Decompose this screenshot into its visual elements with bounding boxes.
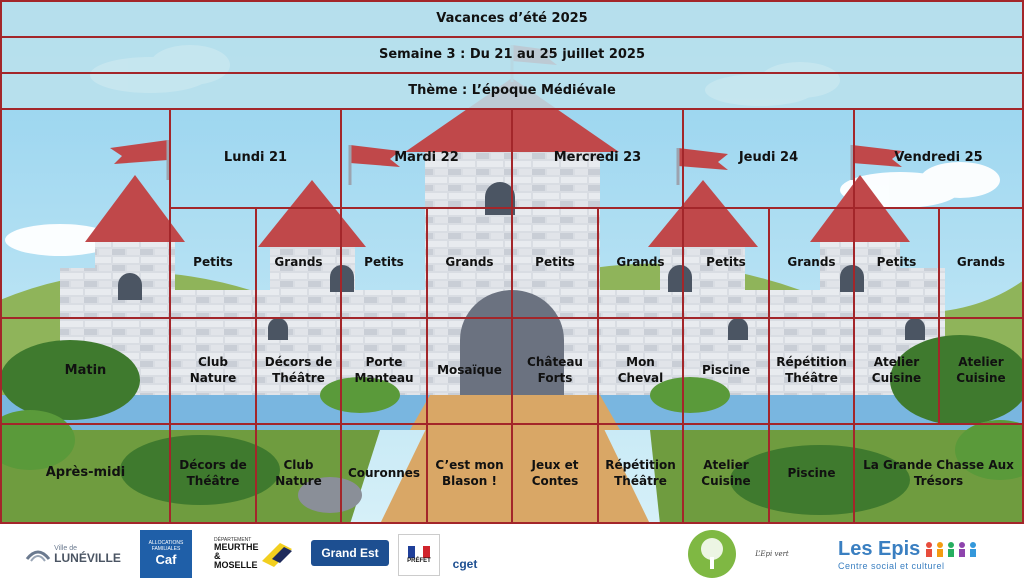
activity-label: Piscine [702,363,750,378]
title-text: Vacances d’été 2025 [436,10,588,26]
luneville-name: LUNÉVILLE [54,550,121,565]
group-label: Petits [876,255,917,270]
les-epis-name: Les Epis [838,537,921,560]
group-label: Grands [445,255,494,270]
title-banner [0,0,1024,38]
morning-activity [255,317,342,425]
meurthe-moselle-emblem-icon [262,539,292,569]
group-label: Petits [706,255,746,270]
theme-text: Thème : L’époque Médiévale [408,82,616,98]
morning-activity [682,317,770,425]
day-label: Vendredi 25 [894,150,983,166]
grand-est-name: Grand Est [321,546,379,560]
group-label: Petits [364,255,404,270]
caf-logo [140,530,192,578]
activity-label: Décors de Théâtre [264,355,333,385]
group-header [597,207,684,319]
epi-vert-name: L’Epi vert [755,550,789,558]
les-epis-subtitle: Centre social et culturel [838,560,945,571]
morning-activity [340,317,428,425]
group-header [938,207,1024,319]
prefet-logo [398,534,440,576]
day-header-mercredi [511,108,684,209]
theme-banner [0,72,1024,110]
afternoon-activity [768,423,855,524]
row-label-afternoon [0,423,171,524]
day-label: Mardi 22 [394,150,459,166]
afternoon-activity [340,423,428,524]
day-label: Mercredi 23 [553,150,642,166]
morning-activity [768,317,855,425]
row-label-text: Après-midi [45,465,126,481]
activity-label: Porte Manteau [354,355,414,385]
morning-activity [511,317,599,425]
day-header-jeudi [682,108,855,209]
afternoon-activity [511,423,599,524]
group-header [853,207,940,319]
group-label: Petits [193,255,233,270]
cget-logo [442,556,488,572]
activity-label: Couronnes [347,465,421,480]
activity-label: Club Nature [275,457,322,488]
afternoon-activity [853,423,1024,524]
activity-label: Répétition Théâtre [776,355,847,385]
luneville-emblem-icon [25,543,51,565]
epi-vert-text-logo [742,540,802,568]
row-label-text: Matin [64,362,107,378]
activity-label: Club Nature [189,355,237,385]
cget-name: cget [452,557,478,571]
morning-activity [169,317,257,425]
group-header [511,207,599,319]
day-label: Jeudi 24 [738,150,799,166]
activity-label: Atelier Cuisine [956,355,1006,385]
group-label: Grands [956,255,1006,270]
activity-label: Atelier Cuisine [701,457,751,488]
activity-label: Mon Cheval [617,355,664,385]
row-label-morning [0,317,171,425]
group-header [426,207,513,319]
activity-label: Jeux et Contes [531,457,579,488]
group-label: Grands [787,255,836,270]
afternoon-activity [682,423,770,524]
group-label: Petits [535,255,575,270]
day-label: Lundi 21 [223,150,288,166]
prefet-name: PRÉFET [407,558,431,564]
group-header [255,207,342,319]
meurthe-name: MEURTHE & MOSELLE [214,542,259,570]
caf-subtitle: ALLOCATIONS FAMILIALES [148,540,184,552]
activity-label: Château Forts [527,355,583,385]
group-header [340,207,428,319]
morning-activity [938,317,1024,425]
afternoon-activity [255,423,342,524]
luneville-prefix: Ville de [54,544,77,552]
activity-label: C’est mon Blason ! [435,457,504,488]
day-header-mardi [340,108,513,209]
activity-label: Répétition Théâtre [605,457,676,488]
activity-label: Mosaïque [437,363,502,378]
les-epis-logo [838,528,1008,580]
week-banner [0,36,1024,74]
morning-activity [597,317,684,425]
people-icon [924,540,980,558]
french-flag-icon [408,546,430,558]
activity-label: La Grande Chasse Aux Trésors [863,457,1014,488]
group-label: Grands [616,255,665,270]
corner-cell [0,108,171,319]
group-header [169,207,257,319]
afternoon-activity [169,423,257,524]
meurthe-moselle-logo [212,534,294,574]
grand-est-logo [311,540,389,566]
afternoon-activity [597,423,684,524]
group-header [768,207,855,319]
partner-logos-footer [0,524,1024,584]
activity-label: Atelier Cuisine [871,355,922,385]
activity-label: Décors de Théâtre [179,457,247,488]
week-text: Semaine 3 : Du 21 au 25 juillet 2025 [378,46,646,62]
group-label: Grands [274,255,323,270]
morning-activity [426,317,513,425]
activity-label: Piscine [787,465,836,480]
luneville-logo [18,538,128,570]
group-header [682,207,770,319]
meurthe-prefix: DÉPARTEMENT [214,537,252,543]
day-header-lundi [169,108,342,209]
caf-name: Caf [155,552,177,567]
day-header-vendredi [853,108,1024,209]
epi-vert-tree-icon [688,530,736,578]
afternoon-activity [426,423,513,524]
morning-activity [853,317,940,425]
tree-icon [697,537,727,571]
